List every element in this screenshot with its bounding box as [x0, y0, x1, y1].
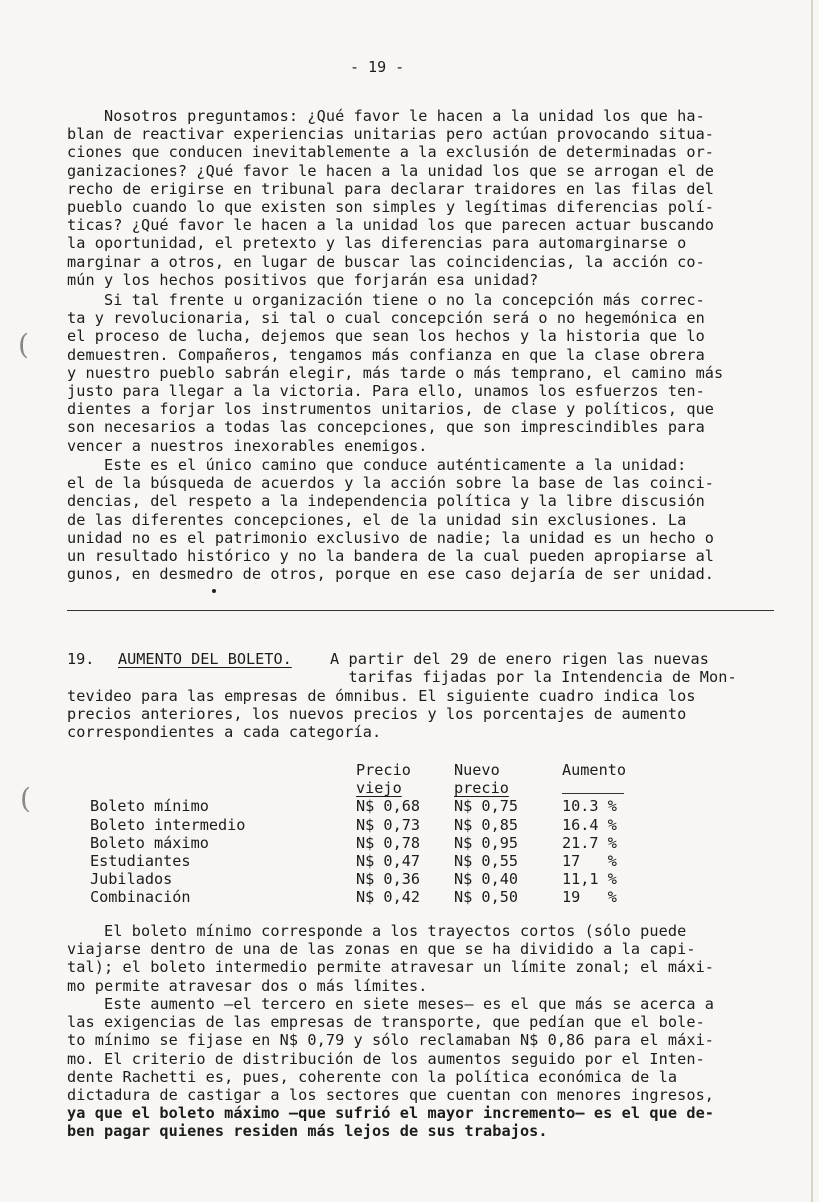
header-old-price-2: viejo — [356, 779, 402, 798]
table-row — [90, 870, 652, 888]
section-divider — [67, 610, 774, 611]
row-category: Boleto intermedio — [90, 815, 246, 834]
page-edge — [811, 0, 813, 1202]
margin-bracket-mark: ( — [18, 328, 29, 361]
row-increase: 11,1 % — [562, 870, 617, 889]
row-new-price: N$ 0,40 — [454, 870, 519, 889]
row-old-price: N$ 0,68 — [356, 797, 421, 816]
row-category: Estudiantes — [90, 852, 191, 871]
row-new-price: N$ 0,50 — [454, 888, 519, 907]
row-increase: 21.7 % — [562, 833, 617, 852]
row-old-price: N$ 0,73 — [356, 815, 421, 834]
row-new-price: N$ 0,85 — [454, 815, 519, 834]
table-row — [90, 834, 652, 852]
header-increase-rule — [562, 793, 624, 794]
row-old-price: N$ 0,42 — [356, 888, 421, 907]
header-new-price: Nuevo — [454, 761, 500, 779]
row-increase: 17 % — [562, 852, 617, 871]
fare-table — [90, 761, 652, 907]
paragraph-fare-explanation: El boleto mínimo corresponde a los trayectos cortos (sólo puede viajarse dentro de una de las zonas en que se ha dividido a la capi- tal); el boleto intermedio permite atravesar un límite zonal; el máxi- mo permite atravesar dos o más límites. — [67, 922, 715, 995]
header-increase: Aumento — [562, 761, 627, 779]
row-old-price: N$ 0,78 — [356, 833, 421, 852]
table-row — [90, 852, 652, 870]
paragraph-increase-analysis — [67, 995, 779, 1141]
row-increase: 16.4 % — [562, 815, 617, 834]
row-old-price: N$ 0,47 — [356, 852, 421, 871]
table-row — [90, 816, 652, 834]
row-old-price: N$ 0,36 — [356, 870, 421, 889]
paragraph-increase-analysis-text: Este aumento —el tercero en siete meses— es el que más se acerca a las exigencias de las empresas de transporte, que pedían que el bole- to mínimo se fijase en N$ 0,79 y sólo reclamaban N$ 0,86 para el máxi- mo. El criterio de distribución de los aumentos seguido por el Inten- dente Rachetti es, pues, coherente con la política económica de la dictadura de castigar a los sectores que cuentan con menores ingresos, — [67, 995, 715, 1105]
header-old-price: Precio — [356, 761, 411, 779]
row-increase: 19 % — [562, 888, 617, 907]
paragraph-3: Este es el único camino que conduce auténticamente a la unidad: el de la búsqueda de acuerdos y la acción sobre la base de las coinci- dencias, del respeto a la independencia política y la libre discusión de las diferentes concepciones, el de la unidad sin exclusiones. La unidad no es el patrimonio exclusivo de nadie; la unidad es un hecho o un resultado histórico y no la bandera de la cual pueden apropiarse al gunos, en desmedro de otros, porque en ese caso dejaría de ser unidad. — [67, 456, 715, 584]
row-new-price: N$ 0,75 — [454, 797, 519, 816]
section-intro-right: A partir del 29 de enero rigen las nuevas tarifas fijadas por la Intendencia de Mon- — [330, 650, 737, 687]
section-number: 19. — [67, 650, 95, 668]
row-category: Boleto máximo — [90, 833, 209, 852]
table-row — [90, 888, 652, 906]
paragraph-2: Si tal frente u organización tiene o no la concepción más correc- ta y revolucionaria, si tal o cual concepción será o no hegemónica en el proceso de lucha, dejemos que sean los hechos y la historia que lo demuestren. Compañeros, tengamos más confianza en que la clase obrera y nuestro pueblo sabrán elegir, más tarde o más temprano, el camino más justo para llegar a la victoria. Para ello, unamos los esfuerzos ten- dientes a forjar los instrumentos unitarios, de clase y políticos, que son necesarios a todas las concepciones, que son imprescindibles para vencer a nuestros inexorables enemigos. — [67, 291, 724, 455]
row-category: Jubilados — [90, 870, 173, 889]
margin-bracket-mark-2: ( — [20, 782, 31, 815]
row-category: Boleto mínimo — [90, 797, 209, 816]
row-new-price: N$ 0,55 — [454, 852, 519, 871]
section-title: AUMENTO DEL BOLETO. — [118, 650, 292, 668]
paragraph-increase-analysis-bold: ya que el boleto máximo —que sufrió el mayor incremento— es el que de- ben pagar quienes residen más lejos de sus trabajos. — [67, 1104, 715, 1141]
table-row — [90, 797, 652, 815]
row-increase: 10.3 % — [562, 797, 617, 816]
row-category: Combinación — [90, 888, 191, 907]
section-intro: tevideo para las empresas de ómnibus. El siguiente cuadro indica los precios anteriores, los nuevos precios y los porcentajes de aumento correspondientes a cada categoría. — [67, 687, 696, 742]
ink-dot — [212, 589, 216, 593]
page-number: - 19 - — [350, 58, 405, 76]
paragraph-1: Nosotros preguntamos: ¿Qué favor le hacen a la unidad los que ha- blan de reactivar experiencias unitarias pero actúan provocando situa- ciones que conducen inevitablemente a la exclusión de determinadas or- ganizaciones? ¿Qué favor le hacen a la unidad los que se arrogan el de recho de erigirse en tribunal para declarar traidores en las filas del pueblo cuando lo que existen son simples y legítimas diferencias polí- ticas? ¿Qué favor le hacen a la unidad los que parecen actuar buscando la oportunidad, el pretexto y las diferencias para automarginarse o marginar a otros, en lugar de buscar las coincidencias, la acción co- mún y los hechos positivos que forjarán esa unidad? — [67, 107, 715, 289]
row-new-price: N$ 0,95 — [454, 833, 519, 852]
header-new-price-2: precio — [454, 779, 509, 798]
